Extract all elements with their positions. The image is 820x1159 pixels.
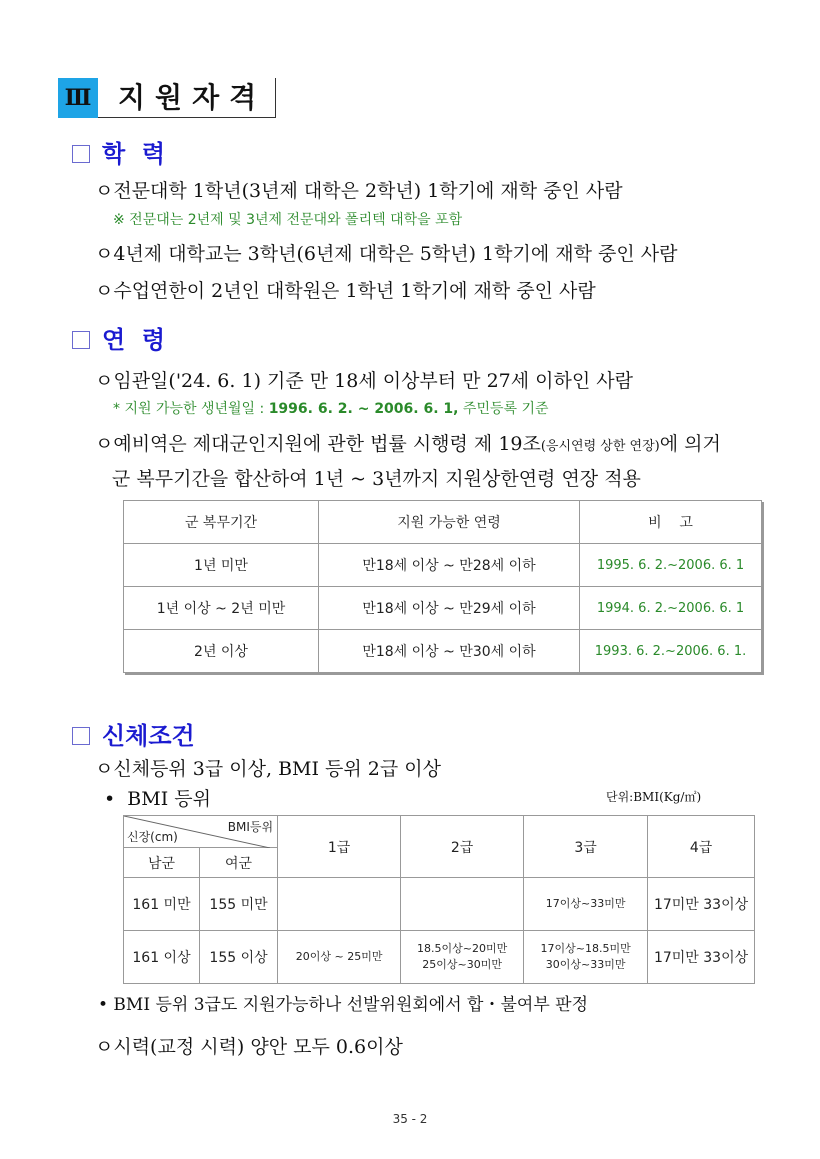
corner-bottom-label: 신장(cm) <box>127 830 178 844</box>
physical-item-2: ㅇ시력(교정 시력) 양안 모두 0.6이상 <box>95 1036 403 1058</box>
education-item-2: ㅇ4년제 대학교는 3학년(6년제 대학은 5학년) 1학기에 재학 중인 사람 <box>95 243 678 265</box>
table-row <box>124 878 755 931</box>
cell: 1995. 6. 2.~2006. 6. 1 <box>580 544 762 587</box>
cell: 2년 이상 <box>124 630 319 673</box>
cell: 17미만 33이상 <box>648 931 755 984</box>
table-row <box>124 931 755 984</box>
female-header: 여군 <box>200 848 278 878</box>
cell: 161 미만 <box>124 878 200 931</box>
cell: 17미만 33이상 <box>648 878 755 931</box>
cell: 만18세 이상 ~ 만30세 이하 <box>319 630 580 673</box>
physical-title: 신체조건 <box>102 722 195 750</box>
education-note: ※ 전문대는 2년제 및 3년제 전문대와 폴리텍 대학을 포함 <box>113 212 463 228</box>
table-row <box>124 544 762 587</box>
cell: 1년 미만 <box>124 544 319 587</box>
cell: 1994. 6. 2.~2006. 6. 1 <box>580 587 762 630</box>
education-item-3: ㅇ수업연한이 2년인 대학원은 1학년 1학기에 재학 중인 사람 <box>95 280 596 302</box>
age-item-1: ㅇ임관일('24. 6. 1) 기준 만 18세 이상부터 만 27세 이하인 사람 <box>95 370 633 392</box>
cell: 만18세 이상 ~ 만28세 이하 <box>319 544 580 587</box>
square-icon <box>72 145 90 163</box>
cell <box>401 878 524 931</box>
cell: 1993. 6. 2.~2006. 6. 1. <box>580 630 762 673</box>
cell: 155 이상 <box>200 931 278 984</box>
corner-top-label: BMI등위 <box>227 820 274 834</box>
cell: 18.5이상~20미만 25이상~30미만 <box>401 931 524 984</box>
unit-label: 단위:BMI(Kg/㎡) <box>606 790 702 804</box>
section-number: Ⅲ <box>58 78 98 118</box>
note-suffix: 주민등록 기준 <box>458 401 549 417</box>
grade-header: 4급 <box>648 816 755 878</box>
cell <box>278 878 401 931</box>
age-item-2 <box>95 429 721 456</box>
age-item-2b: 에 의거 <box>659 433 721 455</box>
page-title: 지원자격 <box>98 78 276 118</box>
grade-header: 1급 <box>278 816 401 878</box>
bmi-table <box>123 815 755 984</box>
note-dates: 1996. 6. 2. ~ 2006. 6. 1, <box>268 401 459 417</box>
cell: 17이상~18.5미만 30이상~33미만 <box>524 931 648 984</box>
table-header-row <box>124 816 755 848</box>
education-heading <box>72 134 165 169</box>
cell: 만18세 이상 ~ 만29세 이하 <box>319 587 580 630</box>
square-icon <box>72 727 90 745</box>
physical-heading <box>72 716 195 751</box>
age-item-2-line2: 군 복무기간을 합산하여 1년 ~ 3년까지 지원상한연령 연장 적용 <box>112 468 641 490</box>
cell: 155 미만 <box>200 878 278 931</box>
square-icon <box>72 331 90 349</box>
cell: 20이상 ~ 25미만 <box>278 931 401 984</box>
header-cell: 지원 가능한 연령 <box>319 501 580 544</box>
education-item-1: ㅇ전문대학 1학년(3년제 대학은 2학년) 1학기에 재학 중인 사람 <box>95 180 623 202</box>
age-heading <box>72 320 165 355</box>
education-title: 학 력 <box>102 140 166 168</box>
bmi-note: • BMI 등위 3급도 지원가능하나 선발위원회에서 합・불여부 판정 <box>98 995 588 1015</box>
age-item-2a: ㅇ예비역은 제대군인지원에 관한 법률 시행령 제 19조 <box>95 433 541 455</box>
note-prefix: * 지원 가능한 생년월일 : <box>113 401 269 417</box>
male-header: 남군 <box>124 848 200 878</box>
table-row <box>124 630 762 673</box>
age-title: 연 령 <box>102 326 166 354</box>
age-extension-table <box>123 500 762 673</box>
age-note <box>113 398 549 418</box>
table-row <box>124 587 762 630</box>
table-header-row <box>124 501 762 544</box>
cell: 17이상~33미만 <box>524 878 648 931</box>
cell: 1년 이상 ~ 2년 미만 <box>124 587 319 630</box>
grade-header: 3급 <box>524 816 648 878</box>
cell: 161 이상 <box>124 931 200 984</box>
grade-header: 2급 <box>401 816 524 878</box>
header-cell: 군 복무기간 <box>124 501 319 544</box>
bmi-label: • BMI 등위 <box>104 788 211 810</box>
physical-item-1: ㅇ신체등위 3급 이상, BMI 등위 2급 이상 <box>95 758 441 780</box>
header-cell: 비 고 <box>580 501 762 544</box>
corner-cell <box>124 816 278 848</box>
age-item-2-small: (응시연령 상한 연장) <box>540 439 660 454</box>
page-number: 35 - 2 <box>392 1112 428 1126</box>
